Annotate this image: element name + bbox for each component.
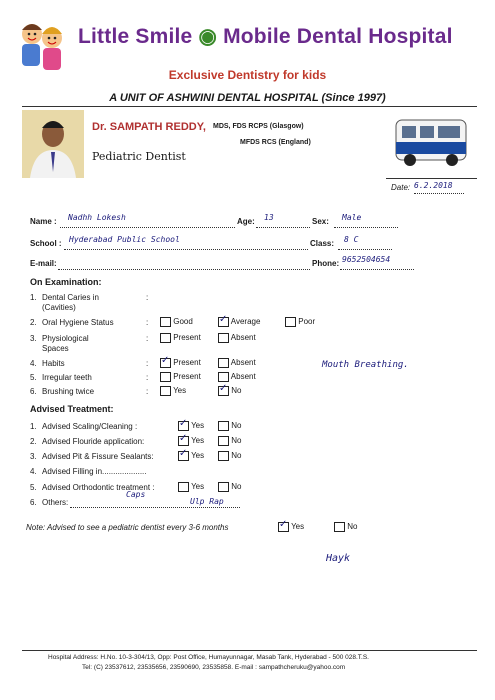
treat1-no[interactable]: No bbox=[218, 421, 241, 431]
treat-num-3: 3. bbox=[30, 452, 37, 461]
exam-label-3b: Spaces bbox=[42, 344, 69, 353]
school-line bbox=[64, 249, 308, 250]
exam-label-4: Habits bbox=[42, 359, 65, 368]
checkbox-average[interactable] bbox=[218, 317, 229, 327]
checkbox-flouride-no[interactable] bbox=[218, 436, 229, 446]
checkbox-poor[interactable] bbox=[285, 317, 296, 327]
examination-heading: On Examination: bbox=[30, 277, 102, 287]
opt-poor[interactable]: Poor bbox=[285, 317, 315, 327]
tagline: Exclusive Dentistry for kids bbox=[168, 68, 327, 82]
treat-label-6: Others: bbox=[42, 498, 69, 507]
opt-spaces-absent[interactable]: Absent bbox=[218, 333, 256, 343]
age-value: 13 bbox=[264, 213, 274, 222]
exam-colon-4: : bbox=[146, 359, 149, 368]
treat-num-1: 1. bbox=[30, 422, 37, 431]
exam-colon-6: : bbox=[146, 387, 149, 396]
treat-num-2: 2. bbox=[30, 437, 37, 446]
treat2-no[interactable]: No bbox=[218, 436, 241, 446]
exam-colon-3: : bbox=[146, 334, 149, 343]
checkbox-good[interactable] bbox=[160, 317, 171, 327]
opt-brushing-no[interactable]: ✓ No bbox=[218, 386, 241, 396]
date-line bbox=[414, 193, 464, 194]
checkbox-scaling-no[interactable] bbox=[218, 421, 229, 431]
opt-irregular-absent[interactable]: Absent bbox=[218, 372, 256, 382]
treat-num-5: 5. bbox=[30, 483, 37, 492]
mobile-bus-image bbox=[392, 112, 472, 170]
treat5-no[interactable]: No bbox=[218, 482, 241, 492]
treat-label-4: Advised Filling in.................... bbox=[42, 467, 147, 476]
footer-divider bbox=[22, 650, 477, 651]
checkbox-spaces-present[interactable] bbox=[160, 333, 171, 343]
exam-label-3: Physiological bbox=[42, 334, 89, 343]
exam-colon-2: : bbox=[146, 318, 149, 327]
exam-num-2: 2. bbox=[30, 318, 37, 327]
note-text: Note: Advised to see a pediatric dentist every 3-6 months bbox=[26, 523, 229, 532]
opt-irregular-present[interactable]: Present bbox=[160, 372, 201, 382]
others-value-2: Ulp Rap bbox=[190, 497, 224, 506]
phone-line bbox=[340, 269, 414, 270]
treat-label-3: Advised Pit & Fissure Sealants: bbox=[42, 452, 154, 461]
email-label: E-mail: bbox=[30, 259, 57, 268]
class-label: Class: bbox=[310, 239, 335, 248]
footer-contact: Tel: (C) 23537612, 23535656, 23590690, 23535858. E-mail : sampathcheruku@yahoo.com bbox=[82, 664, 346, 671]
age-line bbox=[256, 227, 310, 228]
treat1-yes[interactable]: ✓ Yes bbox=[178, 421, 204, 431]
treatment-heading: Advised Treatment: bbox=[30, 404, 114, 414]
treat3-yes[interactable]: ✓ Yes bbox=[178, 451, 204, 461]
checkbox-irregular-present[interactable] bbox=[160, 372, 171, 382]
exam-label-1: Dental Caries in bbox=[42, 293, 99, 302]
checkbox-ortho-yes[interactable] bbox=[178, 482, 189, 492]
date-divider bbox=[386, 178, 477, 179]
treat-num-6: 6. bbox=[30, 498, 37, 507]
treat-label-5: Advised Orthodontic treatment : bbox=[42, 483, 155, 492]
note-yes[interactable]: ✓ Yes bbox=[278, 522, 304, 532]
checkbox-note-yes[interactable] bbox=[278, 522, 289, 532]
header-divider bbox=[22, 106, 477, 107]
unit-line: A UNIT OF ASHWINI DENTAL HOSPITAL (Since 1997) bbox=[109, 92, 386, 104]
opt-good[interactable]: Good bbox=[160, 317, 193, 327]
exam-label-1b: (Cavities) bbox=[42, 303, 76, 312]
class-value: 8 C bbox=[344, 235, 359, 244]
checkbox-habits-absent[interactable] bbox=[218, 358, 229, 368]
hospital-title: Little Smile ◉ Mobile Dental Hospital bbox=[78, 25, 453, 48]
checkbox-spaces-absent[interactable] bbox=[218, 333, 229, 343]
treat5-yes[interactable]: Yes bbox=[178, 482, 204, 492]
signature: Hayk bbox=[326, 553, 351, 564]
doctor-degrees-2: MFDS RCS (England) bbox=[240, 139, 311, 146]
checkbox-irregular-absent[interactable] bbox=[218, 372, 229, 382]
doctor-name: Dr. SAMPATH REDDY, bbox=[92, 121, 206, 133]
treat-num-4: 4. bbox=[30, 467, 37, 476]
exam-label-2: Oral Hygiene Status bbox=[42, 318, 114, 327]
school-label: School : bbox=[30, 239, 62, 248]
checkbox-sealants-yes[interactable] bbox=[178, 451, 189, 461]
opt-spaces-present[interactable]: Present bbox=[160, 333, 201, 343]
treat3-no[interactable]: No bbox=[218, 451, 241, 461]
checkbox-scaling-yes[interactable] bbox=[178, 421, 189, 431]
exam-label-6: Brushing twice bbox=[42, 387, 95, 396]
school-value: Hyderabad Public School bbox=[69, 235, 180, 244]
opt-average[interactable]: ✓ Average bbox=[218, 317, 260, 327]
checkbox-note-no[interactable] bbox=[334, 522, 345, 532]
doctor-photo bbox=[22, 110, 84, 178]
sex-line bbox=[334, 227, 398, 228]
sex-label: Sex: bbox=[312, 217, 329, 226]
email-line bbox=[58, 269, 310, 270]
checkbox-brushing-yes[interactable] bbox=[160, 386, 171, 396]
name-line bbox=[60, 227, 235, 228]
checkbox-flouride-yes[interactable] bbox=[178, 436, 189, 446]
treat-label-1: Advised Scaling/Cleaning : bbox=[42, 422, 138, 431]
note-no[interactable]: No bbox=[334, 522, 357, 532]
others-value-1: Caps bbox=[126, 490, 146, 499]
age-label: Age: bbox=[237, 217, 255, 226]
exam-num-5: 5. bbox=[30, 373, 37, 382]
checkbox-brushing-no[interactable] bbox=[218, 386, 229, 396]
name-label: Name : bbox=[30, 217, 57, 226]
treat-label-2: Advised Flouride application: bbox=[42, 437, 145, 446]
phone-label: Phone: bbox=[312, 259, 340, 268]
others-line bbox=[70, 507, 240, 508]
doctor-degrees-1: MDS, FDS RCPS (Glasgow) bbox=[213, 123, 304, 130]
checkbox-sealants-no[interactable] bbox=[218, 451, 229, 461]
habit-note: Mouth Breathing. bbox=[322, 360, 409, 370]
exam-num-6: 6. bbox=[30, 387, 37, 396]
exam-num-1: 1. bbox=[30, 293, 37, 302]
tooth-logo-icon: ◉ bbox=[198, 25, 218, 48]
exam-label-5: Irregular teeth bbox=[42, 373, 92, 382]
exam-colon-1: : bbox=[146, 293, 149, 302]
checkbox-ortho-no[interactable] bbox=[218, 482, 229, 492]
date-label: Date: bbox=[391, 183, 411, 192]
checkbox-habits-present[interactable] bbox=[160, 358, 171, 368]
opt-brushing-yes[interactable]: Yes bbox=[160, 386, 186, 396]
doctor-title: Pediatric Dentist bbox=[92, 150, 186, 163]
sex-value: Male bbox=[342, 213, 362, 222]
opt-habits-absent[interactable]: Absent bbox=[218, 358, 256, 368]
footer-address: Hospital Address: H.No. 10-3-304/13, Opp: Post Office, Humayunnagar, Masab Tank, Hyderabad - 500 028.T.S. bbox=[48, 654, 369, 661]
exam-num-3: 3. bbox=[30, 334, 37, 343]
name-value: Nadhh Lokesh bbox=[68, 213, 126, 222]
exam-num-4: 4. bbox=[30, 359, 37, 368]
class-line bbox=[338, 249, 392, 250]
opt-habits-present[interactable]: ✓ Present bbox=[160, 358, 201, 368]
phone-value: 9652504654 bbox=[342, 255, 391, 264]
date-value: 6.2.2018 bbox=[414, 181, 453, 190]
exam-colon-5: : bbox=[146, 373, 149, 382]
treat2-yes[interactable]: ✓ Yes bbox=[178, 436, 204, 446]
